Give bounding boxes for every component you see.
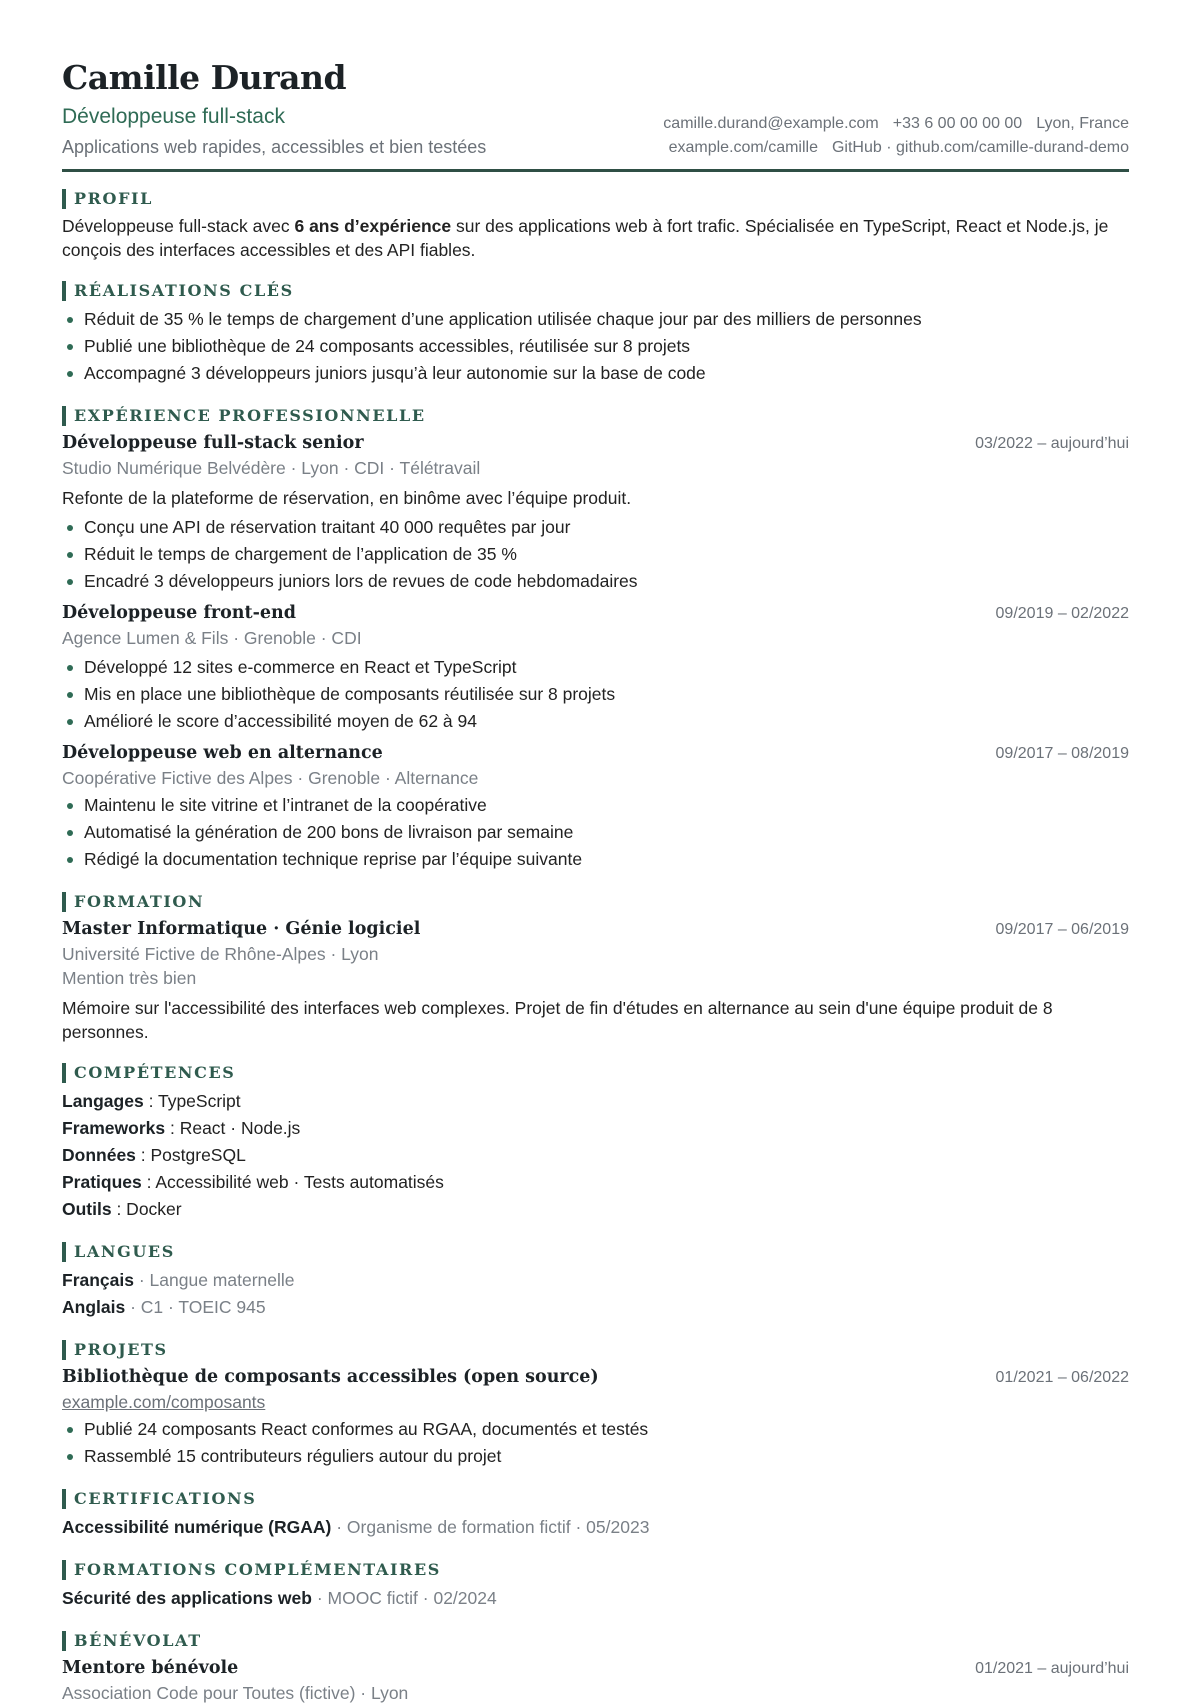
list-item: Encadré 3 développeurs juniors lors de revues de code hebdomadaires — [62, 568, 1129, 595]
section-formations-complementaires — [62, 1559, 1129, 1612]
project-link[interactable]: example.com/composants — [62, 1392, 266, 1412]
training-row — [62, 1585, 1129, 1612]
section-certifications — [62, 1488, 1129, 1541]
degree-dates: 09/2017 – 06/2019 — [995, 921, 1129, 938]
language-level: · Langue maternelle — [133, 1270, 295, 1290]
list-item: Maintenu le site vitrine et l’intranet de la coopérative — [62, 792, 1129, 819]
job-title: Développeuse web en alternance — [62, 743, 383, 763]
school-name: Université Fictive de Rhône-Alpes · Lyon — [62, 944, 379, 964]
experience-entry — [62, 741, 1129, 873]
skill-row — [62, 1142, 1129, 1169]
training-details: · MOOC fictif · 02/2024 — [311, 1588, 497, 1608]
education-entry — [62, 917, 1129, 1044]
skill-label: Langages — [62, 1091, 144, 1111]
contact-phone[interactable]: +33 6 00 00 00 00 — [892, 115, 1023, 132]
training-name: Sécurité des applications web — [62, 1588, 312, 1608]
degree-title: Master Informatique · Génie logiciel — [62, 919, 421, 939]
degree-mention: Mention très bien — [62, 968, 197, 988]
job-dates: 09/2019 – 02/2022 — [995, 605, 1129, 622]
job-bullets — [62, 792, 1129, 873]
section-title-text: FORMATION — [74, 892, 205, 911]
section-title — [62, 1062, 1129, 1084]
language-row — [62, 1294, 1129, 1321]
section-marker — [62, 1560, 66, 1580]
project-title: Bibliothèque de composants accessibles (open source) — [62, 1367, 599, 1387]
profile-summary — [62, 214, 1129, 262]
section-title-text: COMPÉTENCES — [74, 1063, 236, 1082]
language-name: Français — [62, 1270, 134, 1290]
section-title — [62, 280, 1129, 302]
job-title: Développeuse front-end — [62, 603, 296, 623]
section-experience — [62, 405, 1129, 873]
skill-value: : Accessibilité web · Tests automatisés — [141, 1172, 444, 1192]
skill-value: : TypeScript — [143, 1091, 241, 1111]
volunteer-dates: 01/2021 – aujourd’hui — [975, 1660, 1129, 1677]
contact-block — [663, 112, 1129, 160]
skill-row — [62, 1088, 1129, 1115]
skill-value: : Docker — [111, 1199, 182, 1219]
language-name: Anglais — [62, 1297, 126, 1317]
section-title — [62, 405, 1129, 427]
section-benevolat — [62, 1630, 1129, 1705]
section-title-text: LANGUES — [74, 1242, 175, 1261]
section-marker — [62, 281, 66, 301]
section-title — [62, 1488, 1129, 1510]
language-row — [62, 1267, 1129, 1294]
section-formation — [62, 891, 1129, 1044]
profile-highlight: 6 ans d’expérience — [294, 216, 452, 236]
section-marker — [62, 1631, 66, 1651]
job-dates: 09/2017 – 08/2019 — [995, 745, 1129, 762]
section-title-text: FORMATIONS COMPLÉMENTAIRES — [74, 1560, 441, 1579]
list-item: Conçu une API de réservation traitant 40 000 requêtes par jour — [62, 514, 1129, 541]
candidate-tagline: Applications web rapides, accessibles et bien testées — [62, 137, 487, 157]
job-description: Refonte de la plateforme de réservation, en binôme avec l’équipe produit. — [62, 488, 632, 508]
profile-text: sur des applications web à fort trafic. Spécialisée en TypeScript, React et Node.js, je conçois des interfaces accessibles et des API fiables. — [62, 216, 1109, 260]
certification-row — [62, 1514, 1129, 1541]
skill-row — [62, 1196, 1129, 1223]
section-marker — [62, 1242, 66, 1262]
section-langues — [62, 1241, 1129, 1321]
contact-email[interactable]: camille.durand@example.com — [663, 115, 879, 132]
candidate-name: Camille Durand — [62, 58, 347, 97]
section-realisations — [62, 280, 1129, 387]
job-bullets — [62, 654, 1129, 735]
skill-label: Données — [62, 1145, 136, 1165]
section-marker — [62, 892, 66, 912]
experience-entry — [62, 601, 1129, 735]
job-title: Développeuse full-stack senior — [62, 433, 364, 453]
section-marker — [62, 189, 66, 209]
section-projets — [62, 1339, 1129, 1470]
job-dates: 03/2022 – aujourd’hui — [975, 435, 1129, 452]
degree-description: Mémoire sur l'accessibilité des interfaces web complexes. Projet de fin d'études en alternance au sein d'une équipe produit de 8 personnes. — [62, 998, 1053, 1042]
list-item: Rassemblé 15 contributeurs réguliers autour du projet — [62, 1443, 1129, 1470]
section-title-text: CERTIFICATIONS — [74, 1489, 257, 1508]
resume-header — [62, 56, 1129, 172]
experience-entry — [62, 431, 1129, 595]
list-item: Réduit le temps de chargement de l’application de 35 % — [62, 541, 1129, 568]
contact-github[interactable]: GitHub · github.com/camille-durand-demo — [831, 139, 1129, 156]
list-item: Amélioré le score d’accessibilité moyen de 62 à 94 — [62, 708, 1129, 735]
volunteer-entry — [62, 1656, 1129, 1705]
section-title-text: RÉALISATIONS CLÉS — [74, 281, 294, 300]
section-title — [62, 1339, 1129, 1361]
contact-website[interactable]: example.com/camille — [668, 139, 818, 156]
list-item: Rédigé la documentation technique reprise par l’équipe suivante — [62, 846, 1129, 873]
achievements-list — [62, 306, 1129, 387]
profile-text: Développeuse full-stack avec — [62, 216, 295, 236]
section-title-text: BÉNÉVOLAT — [74, 1631, 202, 1650]
certification-name: Accessibilité numérique (RGAA) — [62, 1517, 332, 1537]
list-item: Automatisé la génération de 200 bons de livraison par semaine — [62, 819, 1129, 846]
section-marker — [62, 1340, 66, 1360]
volunteer-organization: Association Code pour Toutes (fictive) · Lyon — [62, 1683, 409, 1703]
project-dates: 01/2021 – 06/2022 — [995, 1369, 1129, 1386]
skill-value: : PostgreSQL — [135, 1145, 246, 1165]
list-item: Développé 12 sites e-commerce en React et TypeScript — [62, 654, 1129, 681]
list-item: Publié une bibliothèque de 24 composants accessibles, réutilisée sur 8 projets — [62, 333, 1129, 360]
section-profil — [62, 188, 1129, 262]
section-title-text: PROFIL — [74, 189, 153, 208]
section-marker — [62, 406, 66, 426]
candidate-role: Développeuse full-stack — [62, 105, 285, 128]
section-competences — [62, 1062, 1129, 1223]
project-bullets — [62, 1416, 1129, 1470]
section-title — [62, 1559, 1129, 1581]
section-title — [62, 1241, 1129, 1263]
list-item: Publié 24 composants React conformes au RGAA, documentés et testés — [62, 1416, 1129, 1443]
job-employer: Studio Numérique Belvédère · Lyon · CDI · Télétravail — [62, 458, 481, 478]
list-item: Accompagné 3 développeurs juniors jusqu’à leur autonomie sur la base de code — [62, 360, 1129, 387]
section-marker — [62, 1489, 66, 1509]
skill-label: Pratiques — [62, 1172, 142, 1192]
section-title — [62, 891, 1129, 913]
list-item: Mis en place une bibliothèque de composants réutilisée sur 8 projets — [62, 681, 1129, 708]
section-title-text: PROJETS — [74, 1340, 168, 1359]
certification-details: · Organisme de formation fictif · 05/2023 — [331, 1517, 650, 1537]
volunteer-title: Mentore bénévole — [62, 1658, 239, 1678]
list-item: Réduit de 35 % le temps de chargement d’une application utilisée chaque jour par des milliers de personnes — [62, 306, 1129, 333]
section-marker — [62, 1063, 66, 1083]
job-employer: Agence Lumen & Fils · Grenoble · CDI — [62, 628, 362, 648]
section-title — [62, 1630, 1129, 1652]
skill-row — [62, 1115, 1129, 1142]
skill-value: : React · Node.js — [165, 1118, 301, 1138]
section-title — [62, 188, 1129, 210]
job-employer: Coopérative Fictive des Alpes · Grenoble · Alternance — [62, 768, 479, 788]
job-bullets — [62, 514, 1129, 595]
project-entry — [62, 1365, 1129, 1470]
contact-location: Lyon, France — [1036, 115, 1129, 132]
skill-label: Outils — [62, 1199, 112, 1219]
skill-label: Frameworks — [62, 1118, 166, 1138]
language-level: · C1 · TOEIC 945 — [125, 1297, 266, 1317]
skill-row — [62, 1169, 1129, 1196]
section-title-text: EXPÉRIENCE PROFESSIONNELLE — [74, 406, 426, 425]
